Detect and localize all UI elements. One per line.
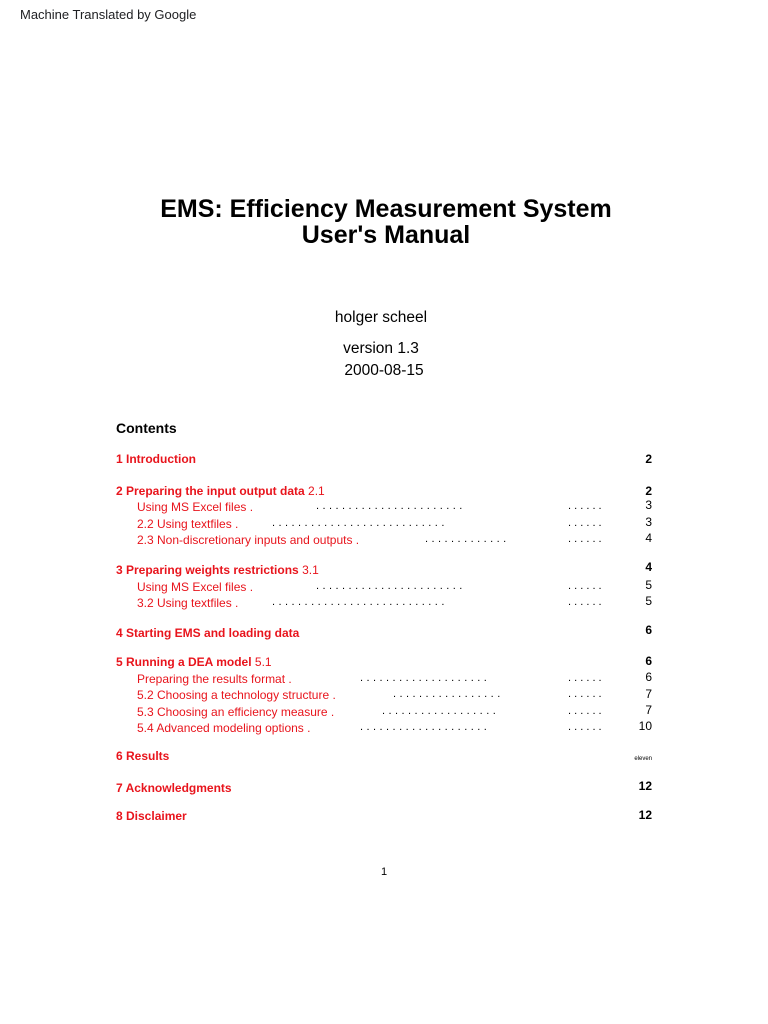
- toc-entry-using-textfiles[interactable]: [0, 596, 768, 614]
- toc-link[interactable]: 1 Introduction: [116, 452, 196, 466]
- toc-link-text: 2 Preparing the input output data: [116, 484, 305, 498]
- toc-link[interactable]: 2.3 Non-discretionary inputs and outputs .: [137, 533, 360, 547]
- toc-page-number: 4: [645, 531, 652, 545]
- toc-page-number: 6: [645, 623, 652, 637]
- toc-link[interactable]: [116, 484, 325, 498]
- toc-entry-introduction[interactable]: [0, 452, 768, 470]
- toc-link[interactable]: 2.2 Using textfiles .: [137, 517, 239, 531]
- toc-leader-dots: . . . . . .: [568, 688, 602, 700]
- toc-link[interactable]: 5.2 Choosing a technology structure .: [137, 688, 336, 702]
- toc-link[interactable]: 3.2 Using textfiles .: [137, 596, 239, 610]
- toc-page-number: 5: [645, 594, 652, 608]
- toc-entry-results[interactable]: [0, 749, 768, 767]
- toc-page-number: 7: [645, 687, 652, 701]
- document-title-line-2: User's Manual: [301, 221, 471, 249]
- toc-entry-advanced-modeling-options[interactable]: [0, 721, 768, 739]
- toc-page-number: 3: [645, 515, 652, 529]
- toc-leader-dots: . . . . . . . . . . . . . . . . .: [393, 688, 501, 700]
- toc-leader-dots: . . . . . .: [568, 721, 602, 733]
- toc-link[interactable]: 5.4 Advanced modeling options .: [137, 721, 311, 735]
- toc-entry-disclaimer[interactable]: [0, 809, 768, 827]
- toc-link-text: 3 Preparing weights restrictions: [116, 563, 299, 577]
- author: holger scheel: [334, 309, 428, 326]
- toc-page-number: 5: [645, 578, 652, 592]
- toc-entry-choosing-technology-structure[interactable]: [0, 688, 768, 706]
- toc-link[interactable]: [116, 655, 272, 669]
- toc-leader-dots: . . . . . . . . . . . . . . . . . . . .: [360, 721, 487, 733]
- toc-link[interactable]: [116, 563, 319, 577]
- toc-leader-dots: . . . . . . . . . . . . . . . . . . . . . . .: [316, 580, 463, 592]
- toc-page-number: 2: [645, 452, 652, 466]
- toc-link[interactable]: 7 Acknowledgments: [116, 781, 232, 795]
- toc-leader-dots: . . . . . .: [568, 580, 602, 592]
- toc-link[interactable]: Using MS Excel files .: [137, 500, 254, 514]
- translation-banner: Machine Translated by Google: [20, 7, 197, 22]
- toc-link[interactable]: 6 Results: [116, 749, 170, 763]
- toc-leader-dots: . . . . . .: [568, 705, 602, 717]
- toc-page-number: 6: [645, 654, 652, 668]
- toc-link-text: 5 Running a DEA model: [116, 655, 252, 669]
- toc-page-number: 2: [645, 484, 652, 498]
- toc-page-number: 10: [638, 719, 652, 733]
- toc-leader-dots: . . . . . .: [568, 596, 602, 608]
- toc-entry-running-dea-model[interactable]: [0, 655, 768, 673]
- page-number: 1: [380, 866, 388, 878]
- toc-page-number: 12: [638, 779, 652, 793]
- toc-page-number: 3: [645, 498, 652, 512]
- toc-link[interactable]: Preparing the results format .: [137, 672, 292, 686]
- toc-leader-dots: . . . . . . . . . . . . . . . . . . . . . . . . . . .: [272, 596, 445, 608]
- toc-leader-dots: . . . . . . . . . . . . . . . . . . . . . . .: [316, 500, 463, 512]
- toc-page-number: eleven: [634, 756, 652, 762]
- toc-leader-dots: . . . . . .: [568, 533, 602, 545]
- document-title-line-1: EMS: Efficiency Measurement System: [160, 195, 612, 223]
- toc-leader-dots: . . . . . .: [568, 517, 602, 529]
- toc-link-subnumber: 5.1: [254, 655, 272, 669]
- toc-page-number: 7: [645, 703, 652, 717]
- toc-page-number: 12: [638, 808, 652, 822]
- toc-link[interactable]: 4 Starting EMS and loading data: [116, 626, 300, 640]
- toc-link-subnumber: 2.1: [308, 484, 325, 498]
- toc-entry-using-ms-excel-files[interactable]: [0, 500, 768, 518]
- toc-link[interactable]: 5.3 Choosing an efficiency measure .: [137, 705, 335, 719]
- toc-entry-acknowledgments[interactable]: [0, 781, 768, 799]
- toc-entry-preparing-weights-restrictions[interactable]: [0, 560, 768, 581]
- toc-entry-starting-ems[interactable]: [0, 623, 768, 644]
- toc-leader-dots: . . . . . .: [568, 672, 602, 684]
- toc-entry-non-discretionary-inputs[interactable]: [0, 533, 768, 551]
- toc-leader-dots: . . . . . . . . . . . . . . . . . . . .: [360, 672, 487, 684]
- toc-page-number: 6: [645, 670, 652, 684]
- toc-leader-dots: . . . . . .: [568, 500, 602, 512]
- toc-leader-dots: . . . . . . . . . . . . .: [425, 533, 507, 545]
- version: version 1.3: [343, 340, 419, 357]
- toc-leader-dots: . . . . . . . . . . . . . . . . . .: [382, 705, 496, 717]
- toc-link[interactable]: Using MS Excel files .: [137, 580, 254, 594]
- toc-leader-dots: . . . . . . . . . . . . . . . . . . . . . . . . . . .: [272, 517, 445, 529]
- toc-link-subnumber: 3.1: [302, 563, 319, 577]
- contents-heading: Contents: [116, 420, 177, 436]
- toc-link[interactable]: 8 Disclaimer: [116, 809, 187, 823]
- toc-page-number: 4: [645, 560, 652, 574]
- date: 2000-08-15: [344, 362, 424, 379]
